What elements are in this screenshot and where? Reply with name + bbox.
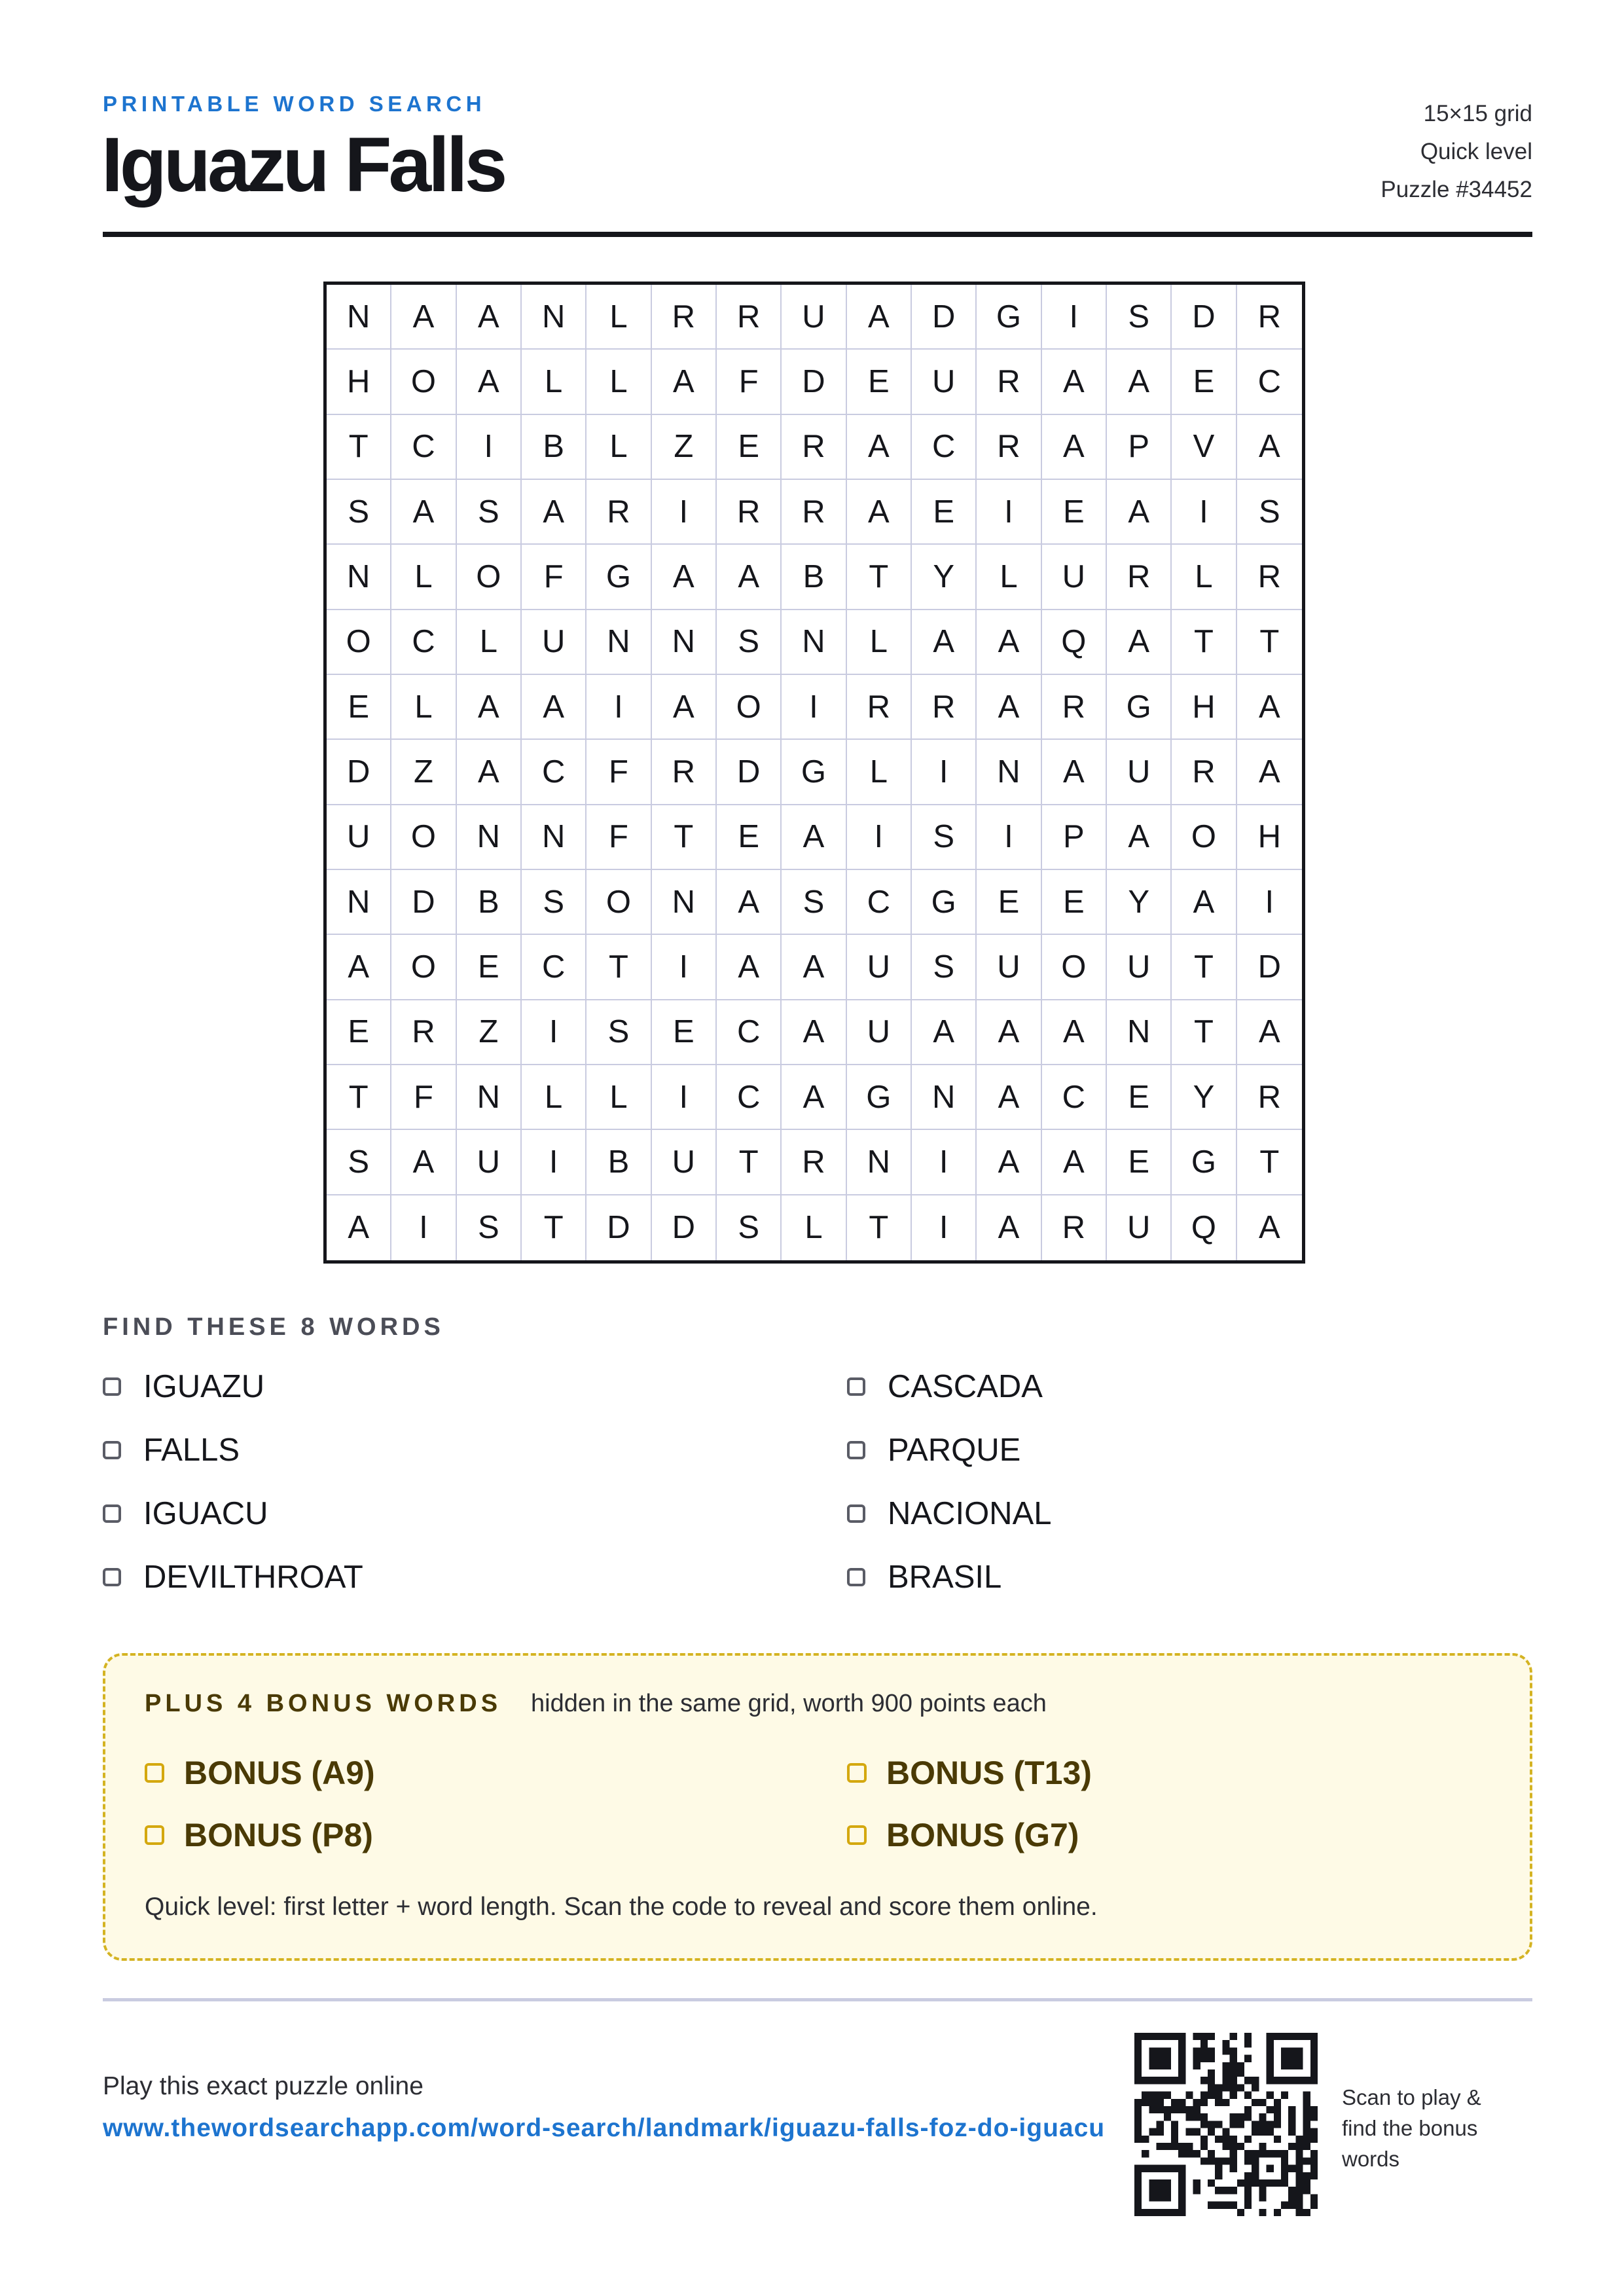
grid-cell[interactable]: H	[1172, 675, 1236, 740]
grid-cell[interactable]: U	[1107, 740, 1172, 805]
grid-cell[interactable]: E	[717, 805, 782, 870]
grid-cell[interactable]: I	[912, 1195, 977, 1260]
grid-cell[interactable]: R	[652, 740, 717, 805]
grid-cell[interactable]: Y	[1172, 1065, 1236, 1130]
grid-cell[interactable]: G	[1172, 1130, 1236, 1195]
grid-cell[interactable]: N	[586, 610, 651, 675]
grid-cell[interactable]: C	[717, 1000, 782, 1065]
word-item[interactable]	[103, 1559, 363, 1595]
word-label: CASCADA	[888, 1369, 1043, 1404]
grid-cell[interactable]: R	[652, 285, 717, 350]
grid-cell[interactable]: N	[457, 805, 522, 870]
word-label: IGUACU	[143, 1496, 268, 1531]
grid-cell[interactable]: T	[717, 1130, 782, 1195]
grid-cell[interactable]: E	[652, 1000, 717, 1065]
grid-cell[interactable]: S	[327, 480, 391, 545]
grid-cell[interactable]: I	[1237, 870, 1302, 935]
word-item[interactable]	[847, 1368, 1043, 1405]
grid-cell[interactable]: D	[327, 740, 391, 805]
checkbox[interactable]	[847, 1377, 865, 1396]
grid-cell[interactable]: E	[847, 350, 912, 414]
puzzle-meta	[1380, 95, 1532, 209]
grid-cell[interactable]: L	[1172, 545, 1236, 610]
grid-cell[interactable]: S	[1107, 285, 1172, 350]
grid-cell[interactable]: R	[1042, 675, 1107, 740]
grid-cell[interactable]: R	[717, 285, 782, 350]
grid-cell[interactable]: A	[912, 1000, 977, 1065]
grid-cell[interactable]: T	[1237, 610, 1302, 675]
word-label: BRASIL	[888, 1559, 1002, 1595]
grid-cell[interactable]: U	[652, 1130, 717, 1195]
grid-cell[interactable]: A	[457, 285, 522, 350]
grid-cell[interactable]: U	[912, 350, 977, 414]
grid-cell[interactable]: C	[1042, 1065, 1107, 1130]
grid-cell[interactable]: C	[912, 415, 977, 480]
play-label: Play this exact puzzle online	[103, 2072, 424, 2100]
grid-cell[interactable]: L	[977, 545, 1041, 610]
grid-cell[interactable]: A	[391, 1130, 456, 1195]
grid-cell[interactable]: I	[522, 1130, 586, 1195]
grid-cell[interactable]: A	[652, 545, 717, 610]
grid-cell[interactable]: A	[1042, 740, 1107, 805]
qr-code-icon[interactable]	[1134, 2033, 1318, 2216]
grid-cell[interactable]: L	[586, 285, 651, 350]
grid-cell[interactable]: T	[652, 805, 717, 870]
grid-cell[interactable]: A	[717, 935, 782, 1000]
grid-cell[interactable]: H	[1237, 805, 1302, 870]
grid-cell[interactable]: N	[327, 870, 391, 935]
grid-cell[interactable]: L	[586, 350, 651, 414]
bonus-word-item[interactable]	[145, 1816, 373, 1854]
grid-cell[interactable]: R	[847, 675, 912, 740]
grid-cell[interactable]: N	[1107, 1000, 1172, 1065]
grid-cell[interactable]: A	[847, 285, 912, 350]
word-item[interactable]	[847, 1432, 1020, 1468]
grid-cell[interactable]: R	[1237, 285, 1302, 350]
grid-cell[interactable]: C	[717, 1065, 782, 1130]
grid-cell[interactable]: R	[717, 480, 782, 545]
grid-cell[interactable]: A	[391, 480, 456, 545]
letter-grid	[323, 282, 1305, 1264]
grid-cell[interactable]: P	[1042, 805, 1107, 870]
bonus-word-item[interactable]	[847, 1816, 1079, 1854]
grid-cell[interactable]: E	[327, 675, 391, 740]
checkbox[interactable]	[103, 1504, 121, 1523]
grid-cell[interactable]: U	[782, 285, 846, 350]
grid-cell[interactable]: A	[1107, 350, 1172, 414]
grid-cell[interactable]: R	[1237, 545, 1302, 610]
word-label: PARQUE	[888, 1432, 1021, 1468]
grid-cell[interactable]: L	[782, 1195, 846, 1260]
word-label: FALLS	[143, 1432, 240, 1468]
word-label: IGUAZU	[143, 1369, 265, 1404]
grid-cell[interactable]: A	[977, 1065, 1041, 1130]
grid-cell[interactable]: R	[1172, 740, 1236, 805]
grid-cell[interactable]: L	[522, 1065, 586, 1130]
grid-cell[interactable]: R	[1107, 545, 1172, 610]
bonus-word-label: BONUS (A9)	[184, 1755, 375, 1791]
grid-cell[interactable]: A	[652, 350, 717, 414]
find-heading: FIND THESE 8 WORDS	[103, 1313, 444, 1341]
grid-cell[interactable]: A	[717, 870, 782, 935]
grid-cell[interactable]: O	[457, 545, 522, 610]
grid-cell[interactable]: A	[977, 1130, 1041, 1195]
grid-cell[interactable]: Q	[1042, 610, 1107, 675]
grid-cell[interactable]: E	[977, 870, 1041, 935]
grid-cell[interactable]: R	[782, 1130, 846, 1195]
grid-cell[interactable]: N	[457, 1065, 522, 1130]
grid-cell[interactable]: S	[717, 1195, 782, 1260]
level: Quick level	[1420, 139, 1532, 164]
grid-cell[interactable]: A	[391, 285, 456, 350]
grid-cell[interactable]: A	[1237, 1000, 1302, 1065]
grid-cell[interactable]: S	[457, 480, 522, 545]
grid-cell[interactable]: L	[457, 610, 522, 675]
grid-cell[interactable]: B	[586, 1130, 651, 1195]
grid-cell[interactable]: A	[1107, 480, 1172, 545]
grid-cell[interactable]: S	[522, 870, 586, 935]
grid-cell[interactable]: Z	[391, 740, 456, 805]
grid-cell[interactable]: D	[586, 1195, 651, 1260]
grid-cell[interactable]: N	[652, 610, 717, 675]
grid-cell[interactable]: I	[522, 1000, 586, 1065]
grid-cell[interactable]: I	[652, 935, 717, 1000]
grid-cell[interactable]: L	[847, 610, 912, 675]
grid-cell[interactable]: C	[847, 870, 912, 935]
grid-cell[interactable]: O	[391, 805, 456, 870]
grid-cell[interactable]: G	[912, 870, 977, 935]
grid-cell[interactable]: A	[457, 350, 522, 414]
grid-cell[interactable]: U	[847, 935, 912, 1000]
grid-cell[interactable]: I	[782, 675, 846, 740]
grid-cell[interactable]: A	[782, 1065, 846, 1130]
word-item[interactable]	[103, 1495, 268, 1532]
grid-cell[interactable]: A	[652, 675, 717, 740]
grid-cell[interactable]: D	[717, 740, 782, 805]
grid-cell[interactable]: N	[977, 740, 1041, 805]
grid-cell[interactable]: D	[652, 1195, 717, 1260]
bonus-word-label: BONUS (G7)	[886, 1817, 1079, 1853]
header-rule	[103, 232, 1532, 237]
grid-cell[interactable]: R	[1042, 1195, 1107, 1260]
grid-cell[interactable]: T	[1237, 1130, 1302, 1195]
grid-cell[interactable]: U	[457, 1130, 522, 1195]
kicker: PRINTABLE WORD SEARCH	[103, 92, 486, 116]
grid-cell[interactable]: I	[912, 1130, 977, 1195]
grid-cell[interactable]: S	[1237, 480, 1302, 545]
grid-cell[interactable]: S	[912, 805, 977, 870]
checkbox[interactable]	[847, 1504, 865, 1523]
grid-cell[interactable]: Y	[1107, 870, 1172, 935]
grid-cell[interactable]: T	[327, 415, 391, 480]
grid-cell[interactable]: A	[1107, 805, 1172, 870]
grid-cell[interactable]: L	[847, 740, 912, 805]
grid-cell[interactable]: O	[391, 350, 456, 414]
grid-cell[interactable]: N	[327, 285, 391, 350]
checkbox[interactable]	[103, 1441, 121, 1459]
grid-cell[interactable]: A	[977, 675, 1041, 740]
grid-cell[interactable]: S	[912, 935, 977, 1000]
grid-cell[interactable]: A	[1172, 870, 1236, 935]
grid-cell[interactable]: U	[977, 935, 1041, 1000]
grid-cell[interactable]: E	[457, 935, 522, 1000]
grid-cell[interactable]: O	[391, 935, 456, 1000]
grid-cell[interactable]: B	[782, 545, 846, 610]
grid-cell[interactable]: D	[391, 870, 456, 935]
grid-cell[interactable]: A	[1237, 415, 1302, 480]
grid-cell[interactable]: I	[652, 1065, 717, 1130]
grid-cell[interactable]: A	[977, 1195, 1041, 1260]
grid-cell[interactable]: A	[327, 935, 391, 1000]
grid-cell[interactable]: O	[1042, 935, 1107, 1000]
grid-cell[interactable]: N	[327, 545, 391, 610]
grid-cell[interactable]: T	[1172, 1000, 1236, 1065]
grid-cell[interactable]: B	[522, 415, 586, 480]
grid-cell[interactable]: C	[1237, 350, 1302, 414]
checkbox[interactable]	[103, 1377, 121, 1396]
grid-cell[interactable]: S	[717, 610, 782, 675]
scan-text: Scan to play & find the bonus words	[1342, 2085, 1481, 2171]
grid-cell[interactable]: L	[391, 545, 456, 610]
grid-cell[interactable]: R	[912, 675, 977, 740]
grid-cell[interactable]: G	[977, 285, 1041, 350]
checkbox[interactable]	[847, 1441, 865, 1459]
grid-cell[interactable]: S	[782, 870, 846, 935]
grid-cell[interactable]: A	[782, 935, 846, 1000]
puzzle-number: Puzzle #34452	[1380, 177, 1532, 202]
grid-cell[interactable]: O	[717, 675, 782, 740]
grid-cell[interactable]: T	[586, 935, 651, 1000]
grid-cell[interactable]: A	[1042, 1000, 1107, 1065]
grid-cell[interactable]: F	[522, 545, 586, 610]
grid-cell[interactable]: A	[717, 545, 782, 610]
grid-size: 15×15 grid	[1423, 101, 1532, 126]
grid-cell[interactable]: C	[391, 415, 456, 480]
grid-cell[interactable]: S	[457, 1195, 522, 1260]
grid-cell[interactable]: L	[391, 675, 456, 740]
word-item[interactable]	[847, 1495, 1052, 1532]
grid-cell[interactable]: A	[1237, 740, 1302, 805]
bonus-word-label: BONUS (P8)	[184, 1817, 373, 1853]
grid-cell[interactable]: A	[1042, 415, 1107, 480]
grid-cell[interactable]: U	[847, 1000, 912, 1065]
grid-cell[interactable]: C	[522, 740, 586, 805]
grid-cell[interactable]: U	[522, 610, 586, 675]
grid-cell[interactable]: R	[977, 415, 1041, 480]
grid-cell[interactable]: R	[1237, 1065, 1302, 1130]
bonus-panel	[103, 1653, 1532, 1961]
grid-cell[interactable]: L	[586, 1065, 651, 1130]
grid-cell[interactable]: T	[327, 1065, 391, 1130]
grid-cell[interactable]: U	[327, 805, 391, 870]
grid-cell[interactable]: L	[586, 415, 651, 480]
grid-cell[interactable]: U	[1107, 935, 1172, 1000]
grid-cell[interactable]: I	[586, 675, 651, 740]
word-item[interactable]	[103, 1432, 240, 1468]
grid-cell[interactable]: A	[327, 1195, 391, 1260]
page-title: Iguazu Falls	[101, 122, 505, 208]
bonus-word-label: BONUS (T13)	[886, 1755, 1092, 1791]
grid-cell[interactable]: D	[912, 285, 977, 350]
grid-cell[interactable]: A	[457, 740, 522, 805]
grid-cell[interactable]: E	[717, 415, 782, 480]
grid-cell[interactable]: G	[586, 545, 651, 610]
grid-cell[interactable]: A	[912, 610, 977, 675]
grid-cell[interactable]: Y	[912, 545, 977, 610]
grid-cell[interactable]: R	[977, 350, 1041, 414]
grid-cell[interactable]: I	[912, 740, 977, 805]
grid-cell[interactable]: Z	[652, 415, 717, 480]
grid-cell[interactable]: A	[1107, 610, 1172, 675]
grid-cell[interactable]: D	[1237, 935, 1302, 1000]
grid-cell[interactable]: U	[1042, 545, 1107, 610]
grid-cell[interactable]: T	[1172, 935, 1236, 1000]
grid-cell[interactable]: F	[586, 740, 651, 805]
grid-cell[interactable]: N	[782, 610, 846, 675]
grid-cell[interactable]: T	[847, 1195, 912, 1260]
word-label: NACIONAL	[888, 1496, 1052, 1531]
grid-cell[interactable]: G	[847, 1065, 912, 1130]
grid-cell[interactable]: O	[1172, 805, 1236, 870]
grid-cell[interactable]: T	[847, 545, 912, 610]
grid-cell[interactable]: C	[391, 610, 456, 675]
grid-cell[interactable]: I	[847, 805, 912, 870]
grid-cell[interactable]: S	[327, 1130, 391, 1195]
bonus-note: Quick level: first letter + word length. Scan the code to reveal and score them online.	[145, 1893, 1098, 1921]
grid-cell[interactable]: E	[1042, 870, 1107, 935]
grid-cell[interactable]: T	[1172, 610, 1236, 675]
grid-cell[interactable]: A	[977, 1000, 1041, 1065]
grid-cell[interactable]: U	[1107, 1195, 1172, 1260]
grid-cell[interactable]: N	[912, 1065, 977, 1130]
grid-cell[interactable]: I	[457, 415, 522, 480]
grid-cell[interactable]: F	[391, 1065, 456, 1130]
grid-cell[interactable]: R	[782, 415, 846, 480]
grid-cell[interactable]: E	[1172, 350, 1236, 414]
grid-cell[interactable]: S	[586, 1000, 651, 1065]
checkbox[interactable]	[145, 1825, 164, 1845]
grid-cell[interactable]: T	[522, 1195, 586, 1260]
grid-cell[interactable]: R	[782, 480, 846, 545]
grid-cell[interactable]: E	[327, 1000, 391, 1065]
checkbox[interactable]	[847, 1568, 865, 1586]
grid-cell[interactable]: P	[1107, 415, 1172, 480]
grid-cell[interactable]: N	[522, 285, 586, 350]
grid-cell[interactable]: I	[652, 480, 717, 545]
word-list	[103, 1368, 1532, 1624]
puzzle-url-link[interactable]: www.thewordsearchapp.com/word-search/landmark/iguazu-falls-foz-do-iguacu	[103, 2114, 1106, 2142]
grid-cell[interactable]: E	[912, 480, 977, 545]
grid-cell[interactable]: F	[586, 805, 651, 870]
grid-cell[interactable]: A	[782, 805, 846, 870]
grid-cell[interactable]: E	[1107, 1065, 1172, 1130]
footer-rule	[103, 1998, 1532, 2001]
bonus-word-item[interactable]	[145, 1754, 375, 1792]
grid-cell[interactable]: B	[457, 870, 522, 935]
grid-cell[interactable]: R	[586, 480, 651, 545]
word-label: DEVILTHROAT	[143, 1559, 363, 1595]
grid-cell[interactable]: C	[522, 935, 586, 1000]
grid-cell[interactable]: F	[717, 350, 782, 414]
grid-cell[interactable]: A	[1042, 1130, 1107, 1195]
grid-cell[interactable]: N	[847, 1130, 912, 1195]
grid-cell[interactable]: O	[586, 870, 651, 935]
grid-cell[interactable]: L	[522, 350, 586, 414]
grid-cell[interactable]: A	[522, 480, 586, 545]
checkbox[interactable]	[103, 1568, 121, 1586]
grid-cell[interactable]: H	[327, 350, 391, 414]
grid-cell[interactable]: E	[1107, 1130, 1172, 1195]
grid-cell[interactable]: V	[1172, 415, 1236, 480]
grid-cell[interactable]: A	[1237, 675, 1302, 740]
grid-cell[interactable]: A	[522, 675, 586, 740]
grid-cell[interactable]: D	[1172, 285, 1236, 350]
grid-cell[interactable]: G	[782, 740, 846, 805]
checkbox[interactable]	[145, 1763, 164, 1783]
grid-cell[interactable]: A	[977, 610, 1041, 675]
grid-cell[interactable]: A	[457, 675, 522, 740]
grid-cell[interactable]: Z	[457, 1000, 522, 1065]
bonus-subheading: hidden in the same grid, worth 900 points each	[531, 1690, 1047, 1717]
grid-cell[interactable]: I	[1042, 285, 1107, 350]
grid-cell[interactable]: A	[1042, 350, 1107, 414]
grid-cell[interactable]: N	[652, 870, 717, 935]
checkbox[interactable]	[847, 1825, 867, 1845]
grid-cell[interactable]: A	[782, 1000, 846, 1065]
grid-cell[interactable]: A	[1258, 1210, 1280, 1246]
grid-cell[interactable]: E	[1042, 480, 1107, 545]
grid-cell[interactable]: G	[1107, 675, 1172, 740]
grid-cell[interactable]: R	[391, 1000, 456, 1065]
bonus-word-item[interactable]	[847, 1754, 1092, 1792]
grid-cell[interactable]: I	[1172, 480, 1236, 545]
grid-cell[interactable]: A	[847, 480, 912, 545]
grid-cell[interactable]: N	[522, 805, 586, 870]
word-item[interactable]	[847, 1559, 1001, 1595]
grid-cell[interactable]: Q	[1172, 1195, 1236, 1260]
word-item[interactable]	[103, 1368, 264, 1405]
grid-cell[interactable]: O	[327, 610, 391, 675]
grid-cell[interactable]: A	[847, 415, 912, 480]
grid-cell[interactable]: D	[782, 350, 846, 414]
checkbox[interactable]	[847, 1763, 867, 1783]
bonus-heading: PLUS 4 BONUS WORDS	[145, 1690, 502, 1717]
grid-cell[interactable]: I	[391, 1195, 456, 1260]
grid-cell[interactable]: I	[977, 805, 1041, 870]
grid-cell[interactable]: I	[977, 480, 1041, 545]
